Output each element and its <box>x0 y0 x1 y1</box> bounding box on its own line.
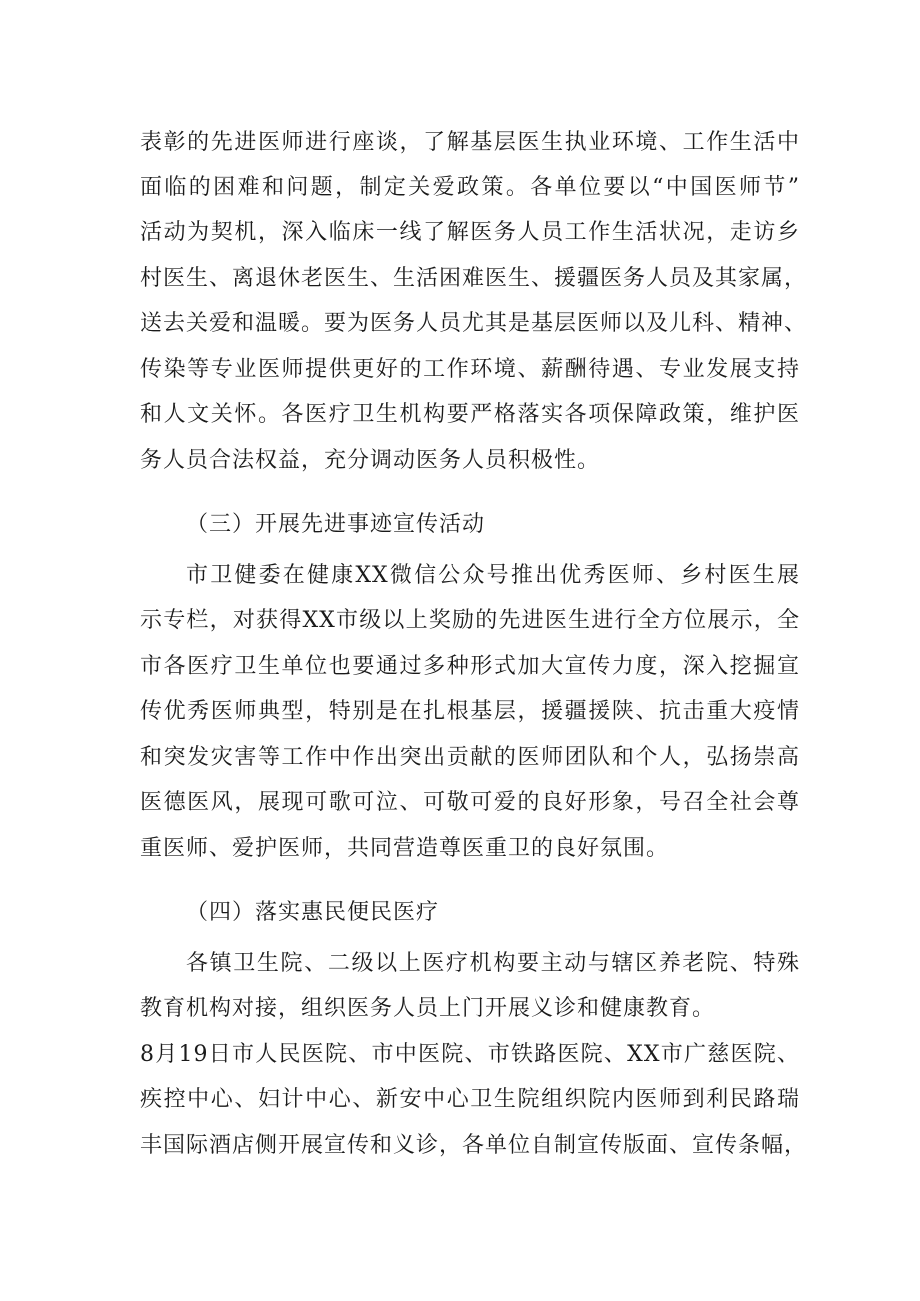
paragraph-2-line-2: 示专栏，对获得XX市级以上奖励的先进医生进行全方位展示，全 <box>140 608 800 633</box>
paragraph-2-line-1: 市卫健委在健康XX微信公众号推出优秀医师、乡村医生展 <box>186 563 800 588</box>
paragraph-1-line-1: 表彰的先进医师进行座谈，了解基层医生执业环境、工作生活中 <box>140 130 800 155</box>
paragraph-3-line-2: 教育机构对接，组织医务人员上门开展义诊和健康教育。 <box>140 996 716 1021</box>
paragraph-2-line-3: 市各医疗卫生单位也要通过多种形式加大宣传力度，深入挖掘宣 <box>140 654 800 679</box>
paragraph-3-line-5: 丰国际酒店侧开展宣传和义诊，各单位自制宣传版面、宣传条幅， <box>140 1133 808 1158</box>
paragraph-1-line-6: 传染等专业医师提供更好的工作环境、薪酬待遇、专业发展支持 <box>140 357 800 382</box>
paragraph-2-line-6: 医德医风，展现可歌可泣、可敬可爱的良好形象，号召全社会尊 <box>140 790 800 815</box>
paragraph-3-line-1: 各镇卫生院、二级以上医疗机构要主动与辖区养老院、特殊 <box>186 951 800 976</box>
paragraph-1-line-2: 面临的困难和问题，制定关爱政策。各单位要以“中国医师节” <box>140 175 800 200</box>
paragraph-3-line-4: 疾控中心、妇计中心、新安中心卫生院组织院内医师到利民路瑞 <box>140 1087 800 1112</box>
paragraph-3-line-3: 8月19日市人民医院、市中医院、市铁路医院、XX市广慈医院、 <box>140 1042 800 1067</box>
paragraph-2-line-5: 和突发灾害等工作中作出突出贡献的医师团队和个人，弘扬崇高 <box>140 745 800 770</box>
paragraph-1-line-3: 活动为契机，深入临床一线了解医务人员工作生活状况，走访乡 <box>140 220 800 245</box>
paragraph-1-line-4: 村医生、离退休老医生、生活困难医生、援疆医务人员及其家属， <box>140 266 808 291</box>
section-heading-4: （四）落实惠民便民医疗 <box>186 900 440 925</box>
section-heading-3: （三）开展先进事迹宣传活动 <box>186 512 486 537</box>
paragraph-2-line-7: 重医师、爱护医师，共同营造尊医重卫的良好氛围。 <box>140 836 670 861</box>
paragraph-1-line-5: 送去关爱和温暖。要为医务人员尤其是基层医师以及儿科、精神、 <box>140 311 808 336</box>
paragraph-1-line-7: 和人文关怀。各医疗卫生机构要严格落实各项保障政策，维护医 <box>140 402 800 427</box>
paragraph-1-line-8: 务人员合法权益，充分调动医务人员积极性。 <box>140 448 601 473</box>
paragraph-2-line-4: 传优秀医师典型，特别是在扎根基层，援疆援陕、抗击重大疫情 <box>140 699 800 724</box>
